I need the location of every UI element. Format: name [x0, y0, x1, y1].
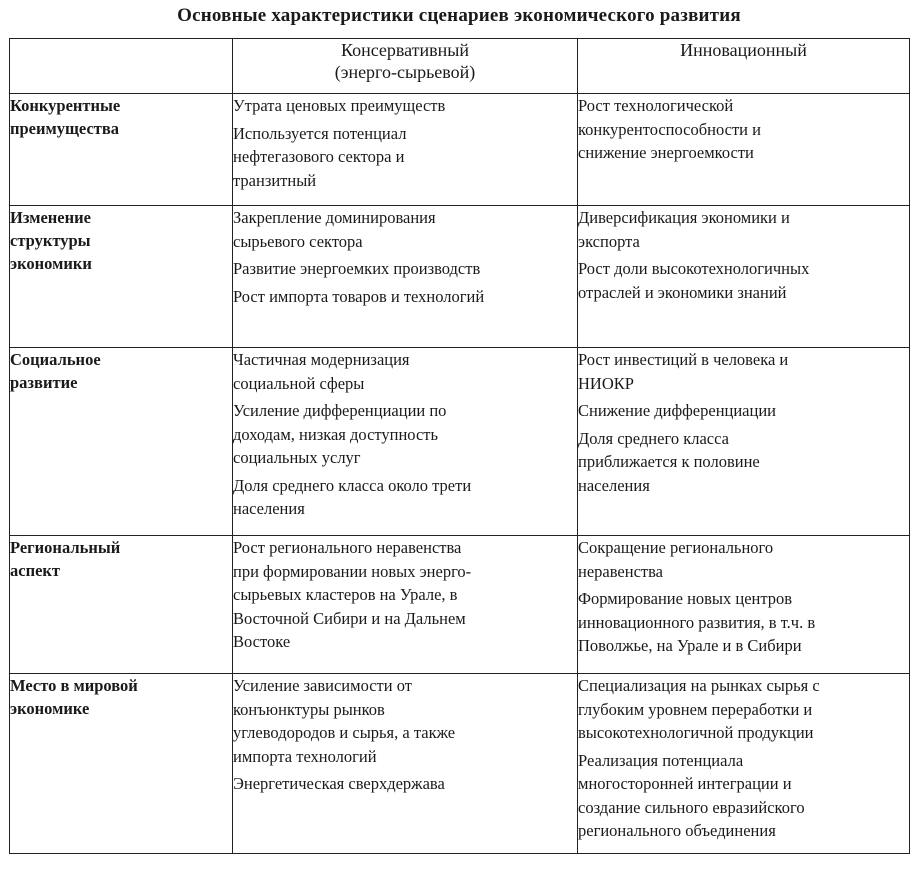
cell-item: [578, 257, 909, 304]
row-label: [10, 94, 233, 206]
cell-item: [233, 399, 577, 470]
cell-item-line: транзитный: [233, 170, 317, 190]
row-label: [10, 674, 233, 854]
row-label: [10, 536, 233, 674]
cell-item: [578, 427, 909, 498]
cell-item: [233, 257, 577, 281]
cell-item-line: неравенства: [578, 561, 664, 581]
cell-item-line: Сокращение регионального: [578, 538, 774, 557]
cell-item-line: сырьевых кластеров на Урале, в: [233, 585, 458, 604]
row-label-line: Социальное: [10, 350, 101, 369]
innovative-cell: [578, 536, 910, 674]
table-row: [10, 674, 910, 854]
cell-item: [578, 749, 909, 843]
cell-item-line: экспорта: [578, 231, 640, 251]
cell-item-line: Рост импорта товаров и технологий: [233, 286, 485, 306]
cell-item-line: Рост инвестиций в человека и: [578, 350, 789, 369]
cell-item: [233, 94, 577, 118]
cell-item: [578, 674, 909, 745]
row-label: [10, 206, 233, 348]
table-row: [10, 348, 910, 536]
cell-item-line: Реализация потенциала: [578, 750, 744, 770]
conservative-cell: [233, 348, 578, 536]
cell-item-line: населения: [233, 499, 305, 518]
cell-item: [578, 94, 909, 165]
scenarios-table: [9, 38, 910, 854]
cell-item-line: нефтегазового сектора и: [233, 147, 405, 166]
cell-item-line: Доля среднего класса около трети: [233, 475, 472, 495]
cell-item-line: Утрата ценовых преимуществ: [233, 96, 446, 115]
row-label-line: развитие: [10, 373, 78, 392]
row-label-line: аспект: [10, 561, 61, 580]
cell-item-line: при формировании новых энерго-: [233, 561, 472, 581]
cell-item-line: Усиление зависимости от: [233, 676, 412, 695]
header-conservative: [233, 39, 578, 94]
cell-item-line: Усиление дифференциации по: [233, 401, 447, 420]
cell-item-line: многосторонней интеграции и: [578, 774, 792, 793]
conservative-cell: [233, 536, 578, 674]
table-header-row: [10, 39, 910, 94]
cell-item: [233, 536, 577, 654]
table-row: [10, 94, 910, 206]
cell-item-line: социальных услуг: [233, 448, 361, 467]
header-line: Инновационный: [680, 40, 807, 60]
cell-item-line: Восточной Сибири и на Дальнем: [233, 608, 466, 628]
cell-item-line: Формирование новых центров: [578, 589, 793, 608]
cell-item-line: высокотехнологичной продукции: [578, 723, 814, 742]
cell-item-line: населения: [578, 475, 650, 495]
cell-item-line: доходам, низкая доступность: [233, 424, 439, 444]
cell-item: [233, 772, 577, 796]
innovative-cell: [578, 348, 910, 536]
cell-item-line: создание сильного евразийского: [578, 797, 805, 817]
cell-item: [578, 587, 909, 658]
header-line: Консервативный: [340, 40, 470, 60]
header-innovative: [578, 39, 910, 94]
conservative-cell: [233, 94, 578, 206]
cell-item: [578, 399, 909, 423]
row-label-line: Конкурентные: [10, 96, 121, 115]
row-label-line: экономики: [10, 254, 92, 273]
cell-item-line: инновационного развития, в т.ч. в: [578, 612, 816, 632]
cell-item-line: приближается к половине: [578, 452, 760, 471]
cell-item-line: Развитие энергоемких производств: [233, 259, 481, 278]
cell-item-line: регионального объединения: [578, 821, 776, 840]
cell-item: [578, 536, 909, 583]
conservative-cell: [233, 674, 578, 854]
cell-item-line: отраслей и экономики знаний: [578, 282, 787, 302]
cell-item: [578, 348, 909, 395]
innovative-cell: [578, 674, 910, 854]
cell-item-line: импорта технологий: [233, 746, 377, 766]
document-title: Основные характеристики сценариев экономического развития: [177, 5, 741, 26]
table-row: [10, 206, 910, 348]
cell-item: [233, 348, 577, 395]
innovative-cell: [578, 94, 910, 206]
cell-item: [233, 285, 577, 309]
cell-item-line: Доля среднего класса: [578, 428, 729, 448]
row-label-line: структуры: [10, 231, 91, 250]
cell-item: [233, 122, 577, 193]
cell-item-line: углеводородов и сырья, а также: [233, 723, 456, 742]
cell-item-line: Рост технологической: [578, 96, 734, 115]
cell-item-line: Поволжье, на Урале и в Сибири: [578, 636, 802, 655]
header-line: (энерго-сырьевой): [334, 62, 476, 82]
cell-item-line: социальной сферы: [233, 373, 365, 393]
cell-item: [233, 474, 577, 521]
row-label: [10, 348, 233, 536]
cell-item-line: Закрепление доминирования: [233, 208, 436, 227]
cell-item-line: Востоке: [233, 632, 291, 651]
cell-item: [233, 206, 577, 253]
header-empty-cell: [10, 39, 233, 94]
cell-item-line: Специализация на рынках сырья с: [578, 676, 820, 695]
cell-item-line: НИОКР: [578, 373, 634, 393]
cell-item-line: Используется потенциал: [233, 123, 407, 143]
row-label-line: экономике: [10, 699, 90, 718]
row-label-line: Региональный: [10, 538, 121, 557]
cell-item-line: глубоким уровнем переработки и: [578, 699, 813, 719]
cell-item: [578, 206, 909, 253]
row-label-line: Изменение: [10, 208, 91, 227]
cell-item-line: Рост регионального неравенства: [233, 538, 462, 557]
cell-item-line: снижение энергоемкости: [578, 143, 754, 162]
innovative-cell: [578, 206, 910, 348]
cell-item-line: Энергетическая сверхдержава: [233, 774, 445, 793]
cell-item: [233, 674, 577, 768]
cell-item-line: Рост доли высокотехнологичных: [578, 259, 810, 278]
cell-item-line: конъюнктуры рынков: [233, 699, 385, 719]
cell-item-line: конкурентоспособности и: [578, 119, 761, 139]
cell-item-line: Диверсификация экономики и: [578, 208, 790, 227]
cell-item-line: Частичная модернизация: [233, 350, 410, 369]
table-row: [10, 536, 910, 674]
conservative-cell: [233, 206, 578, 348]
row-label-line: Место в мировой: [10, 676, 138, 695]
cell-item-line: Снижение дифференциации: [578, 401, 776, 420]
row-label-line: преимущества: [10, 119, 120, 138]
cell-item-line: сырьевого сектора: [233, 231, 363, 251]
